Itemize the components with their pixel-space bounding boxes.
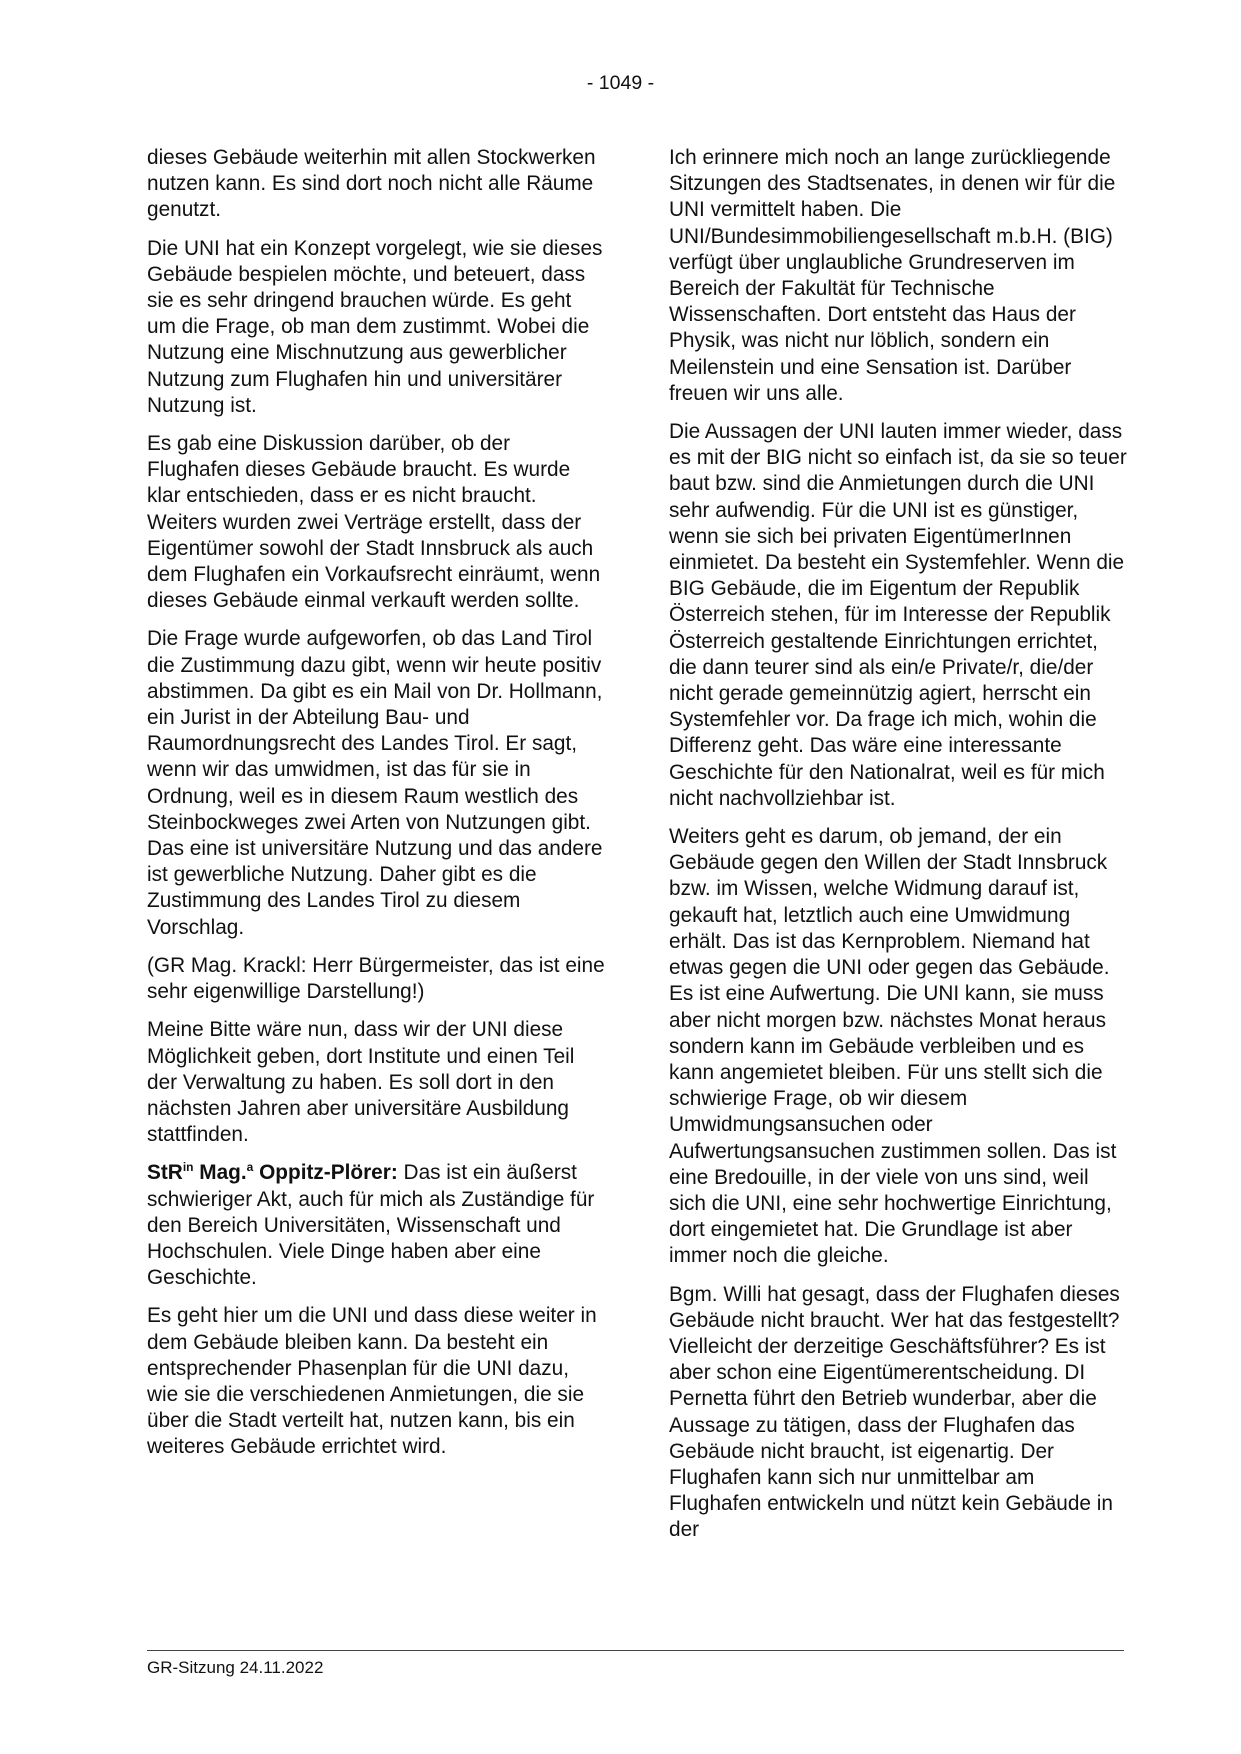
interjection: (GR Mag. Krackl: Herr Bürgermeister, das ist eine sehr eigenwillige Darstellung!) (147, 953, 605, 1004)
page-number: - 1049 - (586, 72, 655, 94)
paragraph: Weiters geht es darum, ob jemand, der ein Gebäude gegen den Willen der Stadt Innsbruck bzw. im Wissen, welche Widmung darauf ist, gekauft hat, letztlich auch eine Umwidmung erhält. Das ist das Kernproblem. Niemand hat etwas gegen die UNI oder gegen das Gebäude. Es ist eine Aufwertung. Die UNI kann, sie muss aber nicht morgen bzw. nächstes Monat heraus sondern kann im Gebäude verbleiben und es kann angemietet bleiben. Für uns stellt sich die schwierige Frage, ob wir diesem Umwidmungsansuchen oder Aufwertungsansuchen zustimmen sollen. Das ist eine Bredouille, in der viele von uns sind, weil sich die UNI, eine sehr hochwertige Einrichtung, dort eingemietet hat. Die Grundlage ist aber immer noch die gleiche. (669, 825, 1117, 1268)
paragraph: Es geht hier um die UNI und dass diese weiter in dem Gebäude bleiben kann. Da besteht ein entsprechender Phasenplan für die UNI dazu, wie sie die verschiedenen Anmietungen, die sie über die Stadt verteilt hat, nutzen kann, bis ein weiteres Gebäude errichtet wird. (147, 1304, 597, 1459)
paragraph: Es gab eine Diskussion darüber, ob der Flughafen dieses Gebäude braucht. Es wurde klar entschieden, dass er es nicht braucht. Weiters wurden zwei Verträge erstellt, dass der Eigentümer sowohl der Stadt Innsbruck als auch dem Flughafen ein Vorkaufsrecht einräumt, wenn dieses Gebäude einmal verkauft werden sollte. (147, 432, 601, 613)
paragraph: Die UNI hat ein Konzept vorgelegt, wie sie dieses Gebäude bespielen möchte, und beteuert, dass sie es sehr dringend brauchen würde. Es geht um die Frage, ob man dem zustimmt. Wobei die Nutzung eine Mischnutzung aus gewerblicher Nutzung zum Flughafen hin und universitärer Nutzung ist. (147, 236, 603, 417)
paragraph: Die Frage wurde aufgeworfen, ob das Land Tirol die Zustimmung dazu gibt, wenn wir heute positiv abstimmen. Da gibt es ein Mail von Dr. Hollmann, ein Jurist in der Abteilung Bau- und Raumordnungsrecht des Landes Tirol. Er sagt, wenn wir das umwidmen, ist das für sie in Ordnung, weil es in diesem Raum westlich des Steinbockweges zwei Arten von Nutzungen gibt. Das eine ist universitäre Nutzung und das andere ist gewerbliche Nutzung. Daher gibt es die Zustimmung des Landes Tirol zu diesem Vorschlag. (147, 627, 603, 939)
paragraph: Die Aussagen der UNI lauten immer wieder, dass es mit der BIG nicht so einfach ist, da sie so teuer baut bzw. sind die Anmietungen durch die UNI sehr aufwendig. Für die UNI ist es günstiger, wenn sie sich bei privaten EigentümerInnen einmietet. Da besteht ein Systemfehler. Wenn die BIG Gebäude, die im Eigentum der Republik Österreich stehen, für im Interesse der Republik Österreich gestaltende Einrichtungen errichtet, die dann teurer sind als ein/e Private/r, die/der nicht gerade gemeinnützig agiert, herrscht ein Systemfehler vor. Da frage ich mich, wohin die Differenz geht. Das wäre eine interessante Geschichte für den Nationalrat, weil es für mich nicht nachvollziehbar ist. (669, 420, 1127, 810)
speaker-superscript: a (246, 1160, 254, 1175)
speaker-paragraph (147, 1160, 605, 1291)
speaker-superscript: in (182, 1160, 194, 1175)
paragraph: Ich erinnere mich noch an lange zurückliegende Sitzungen des Stadtsenates, in denen wir für die UNI vermittelt haben. Die UNI/Bundesimmobiliengesellschaft m.b.H. (BIG) verfügt über unglaubliche Grundreserven im Bereich der Fakultät für Technische Wissenschaften. Dort entsteht das Haus der Physik, was nicht nur löblich, sondern ein Meilenstein und eine Sensation ist. Darüber freuen wir uns alle. (669, 146, 1116, 405)
left-text-column (147, 145, 605, 1473)
paragraph: Meine Bitte wäre nun, dass wir der UNI diese Möglichkeit geben, dort Institute und einen Teil der Verwaltung zu haben. Es soll dort in den nächsten Jahren aber universitäre Ausbildung stattfinden. (147, 1018, 575, 1147)
speaker-title-part: StR (147, 1161, 183, 1185)
speaker-surname: Oppitz-Plörer: (253, 1161, 398, 1185)
speaker-name (147, 1161, 398, 1184)
footer-divider (147, 1650, 1124, 1651)
right-text-column (669, 145, 1127, 1556)
footer-text: GR-Sitzung 24.11.2022 (147, 1658, 324, 1677)
speaker-title-part: Mag. (193, 1161, 247, 1185)
paragraph: dieses Gebäude weiterhin mit allen Stockwerken nutzen kann. Es sind dort noch nicht alle Räume genutzt. (147, 146, 596, 222)
paragraph: Bgm. Willi hat gesagt, dass der Flughafen dieses Gebäude nicht braucht. Wer hat das festgestellt? Vielleicht der derzeitige Geschäftsführer? Es ist aber schon eine Eigentümerentscheidung. DI Pernetta führt den Betrieb wunderbar, aber die Aussage zu tätigen, dass der Flughafen das Gebäude nicht braucht, ist eigenartig. Der Flughafen kann sich nur unmittelbar am Flughafen entwickeln und nützt kein Gebäude in der (669, 1282, 1120, 1542)
speech-text: Das ist ein äußerst schwieriger Akt, auch für mich als Zuständige für den Bereich Universitäten, Wissenschaft und Hochschulen. Viele Dinge haben aber eine Geschichte. (147, 1161, 595, 1290)
